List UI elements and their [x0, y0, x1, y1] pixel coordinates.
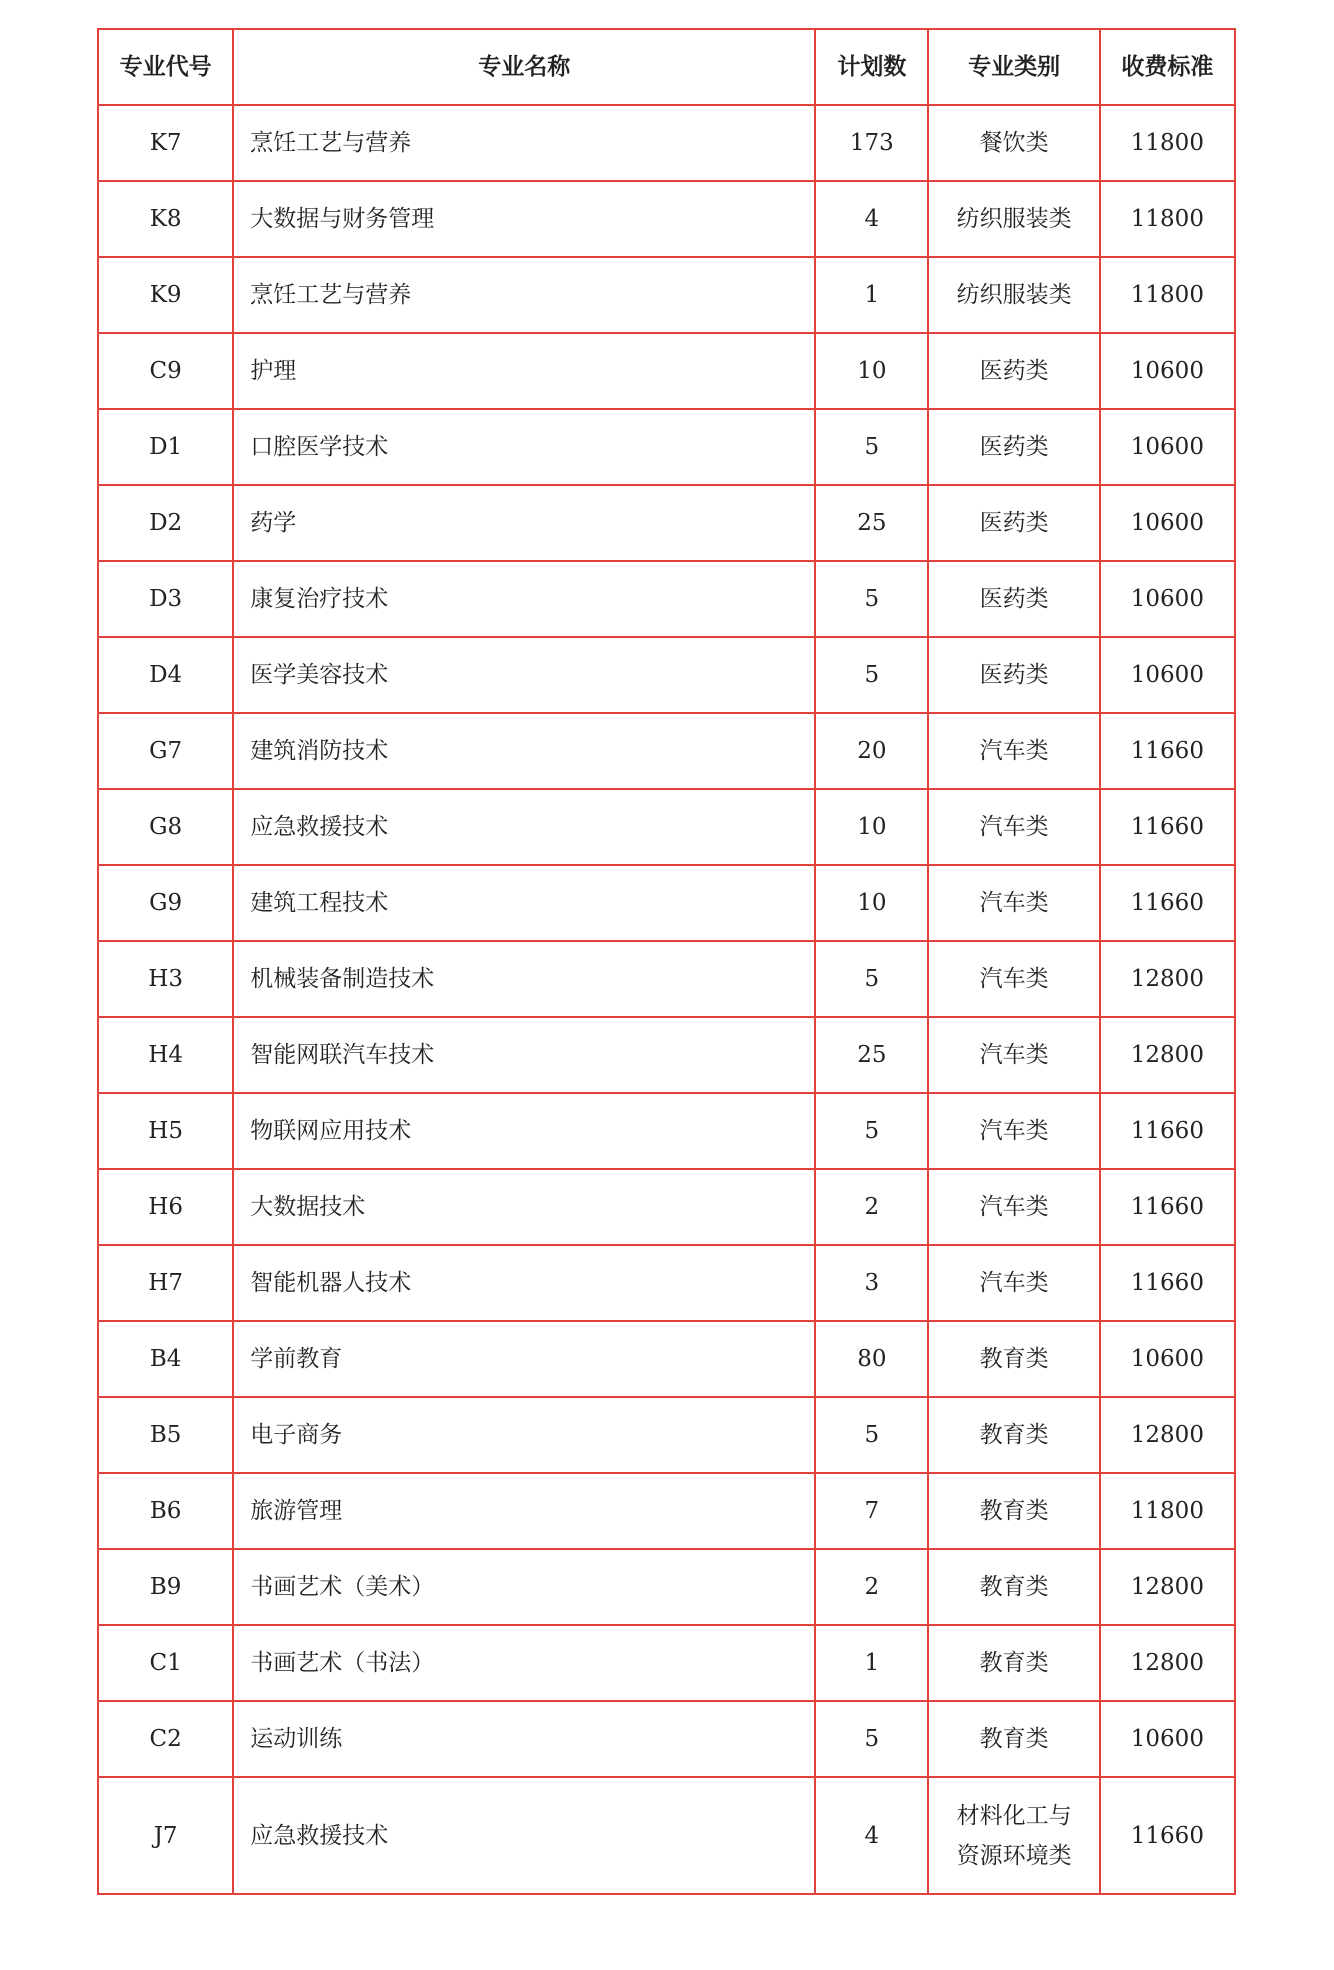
cell-major-name: 烹饪工艺与营养: [233, 105, 815, 181]
cell-plan-count: 4: [815, 1777, 928, 1894]
cell-fee: 10600: [1100, 637, 1235, 713]
cell-major-category: 纺织服装类: [928, 181, 1099, 257]
cell-fee: 11800: [1100, 257, 1235, 333]
cell-fee: 12800: [1100, 1397, 1235, 1473]
cell-major-name: 大数据技术: [233, 1169, 815, 1245]
cell-major-code: J7: [98, 1777, 233, 1894]
cell-major-code: D3: [98, 561, 233, 637]
cell-fee: 10600: [1100, 485, 1235, 561]
cell-major-name: 药学: [233, 485, 815, 561]
cell-major-name: 大数据与财务管理: [233, 181, 815, 257]
table-row: [98, 485, 1235, 561]
table-row: [98, 409, 1235, 485]
cell-fee: 10600: [1100, 1321, 1235, 1397]
cell-major-category: 汽车类: [928, 789, 1099, 865]
header-row: [98, 29, 1235, 105]
table-row: [98, 181, 1235, 257]
cell-major-code: D2: [98, 485, 233, 561]
cell-major-code: B4: [98, 1321, 233, 1397]
table-row: [98, 637, 1235, 713]
cell-major-name: 电子商务: [233, 1397, 815, 1473]
cell-major-code: D4: [98, 637, 233, 713]
cell-major-code: K7: [98, 105, 233, 181]
table-row: [98, 1777, 1235, 1894]
cell-major-name: 物联网应用技术: [233, 1093, 815, 1169]
cell-fee: 12800: [1100, 1625, 1235, 1701]
cell-fee: 11800: [1100, 181, 1235, 257]
category-line: 资源环境类: [956, 1842, 1072, 1869]
cell-major-code: C1: [98, 1625, 233, 1701]
table-row: [98, 1701, 1235, 1777]
table-row: [98, 561, 1235, 637]
cell-plan-count: 7: [815, 1473, 928, 1549]
cell-major-code: H3: [98, 941, 233, 1017]
header-name: 专业名称: [233, 29, 815, 105]
cell-major-name: 智能网联汽车技术: [233, 1017, 815, 1093]
table-header: [98, 29, 1235, 105]
cell-major-name: 智能机器人技术: [233, 1245, 815, 1321]
cell-plan-count: 25: [815, 1017, 928, 1093]
cell-major-code: G9: [98, 865, 233, 941]
cell-major-code: K8: [98, 181, 233, 257]
cell-plan-count: 4: [815, 181, 928, 257]
cell-major-category: 汽车类: [928, 1017, 1099, 1093]
table-row: [98, 789, 1235, 865]
cell-major-name: 烹饪工艺与营养: [233, 257, 815, 333]
table-row: [98, 333, 1235, 409]
category-line: 材料化工与: [956, 1802, 1072, 1829]
cell-fee: 10600: [1100, 1701, 1235, 1777]
cell-plan-count: 5: [815, 1093, 928, 1169]
table-row: [98, 865, 1235, 941]
cell-plan-count: 10: [815, 789, 928, 865]
cell-fee: 11660: [1100, 789, 1235, 865]
cell-fee: 11660: [1100, 1093, 1235, 1169]
table-row: [98, 1017, 1235, 1093]
table-row: [98, 1549, 1235, 1625]
cell-plan-count: 1: [815, 257, 928, 333]
cell-plan-count: 5: [815, 637, 928, 713]
cell-major-category: 汽车类: [928, 713, 1099, 789]
cell-plan-count: 5: [815, 409, 928, 485]
cell-plan-count: 3: [815, 1245, 928, 1321]
table-row: [98, 1397, 1235, 1473]
cell-major-category: 教育类: [928, 1397, 1099, 1473]
cell-major-code: H7: [98, 1245, 233, 1321]
header-code: 专业代号: [98, 29, 233, 105]
cell-major-code: H6: [98, 1169, 233, 1245]
cell-major-category: 医药类: [928, 637, 1099, 713]
cell-plan-count: 25: [815, 485, 928, 561]
cell-fee: 11660: [1100, 865, 1235, 941]
cell-major-category: 汽车类: [928, 1093, 1099, 1169]
cell-major-code: B6: [98, 1473, 233, 1549]
cell-major-category: 医药类: [928, 561, 1099, 637]
cell-major-category: 教育类: [928, 1625, 1099, 1701]
cell-major-name: 医学美容技术: [233, 637, 815, 713]
table-row: [98, 1093, 1235, 1169]
cell-plan-count: 80: [815, 1321, 928, 1397]
cell-major-code: H5: [98, 1093, 233, 1169]
cell-plan-count: 2: [815, 1549, 928, 1625]
cell-plan-count: 5: [815, 1397, 928, 1473]
cell-plan-count: 20: [815, 713, 928, 789]
cell-major-category: 教育类: [928, 1321, 1099, 1397]
cell-fee: 10600: [1100, 409, 1235, 485]
table-body: [98, 105, 1235, 1894]
cell-fee: 11800: [1100, 105, 1235, 181]
table-row: [98, 257, 1235, 333]
table-row: [98, 1625, 1235, 1701]
cell-major-code: H4: [98, 1017, 233, 1093]
cell-fee: 11660: [1100, 1245, 1235, 1321]
cell-major-name: 书画艺术（美术）: [233, 1549, 815, 1625]
cell-major-category: 餐饮类: [928, 105, 1099, 181]
cell-major-name: 机械装备制造技术: [233, 941, 815, 1017]
table-row: [98, 941, 1235, 1017]
cell-major-category: 教育类: [928, 1473, 1099, 1549]
cell-fee: 11660: [1100, 1777, 1235, 1894]
cell-major-category: 汽车类: [928, 1169, 1099, 1245]
cell-major-category: 汽车类: [928, 941, 1099, 1017]
cell-major-name: 应急救援技术: [233, 789, 815, 865]
cell-major-category: 教育类: [928, 1549, 1099, 1625]
cell-plan-count: 5: [815, 1701, 928, 1777]
cell-major-name: 护理: [233, 333, 815, 409]
cell-major-name: 学前教育: [233, 1321, 815, 1397]
cell-major-category: 医药类: [928, 333, 1099, 409]
major-plan-table: [97, 28, 1236, 1895]
cell-major-code: D1: [98, 409, 233, 485]
cell-plan-count: 5: [815, 561, 928, 637]
cell-major-name: 运动训练: [233, 1701, 815, 1777]
table-row: [98, 1245, 1235, 1321]
cell-major-code: K9: [98, 257, 233, 333]
cell-fee: 10600: [1100, 333, 1235, 409]
cell-major-category: 医药类: [928, 409, 1099, 485]
header-plan: 计划数: [815, 29, 928, 105]
cell-major-name: 旅游管理: [233, 1473, 815, 1549]
cell-major-code: G8: [98, 789, 233, 865]
cell-major-name: 建筑消防技术: [233, 713, 815, 789]
cell-fee: 10600: [1100, 561, 1235, 637]
cell-major-code: B5: [98, 1397, 233, 1473]
cell-major-code: C9: [98, 333, 233, 409]
cell-major-category: 汽车类: [928, 1245, 1099, 1321]
table-row: [98, 105, 1235, 181]
cell-fee: 11660: [1100, 1169, 1235, 1245]
cell-major-name: 康复治疗技术: [233, 561, 815, 637]
table-row: [98, 713, 1235, 789]
header-category: 专业类别: [928, 29, 1099, 105]
cell-major-category: 教育类: [928, 1701, 1099, 1777]
cell-plan-count: 1: [815, 1625, 928, 1701]
cell-plan-count: 10: [815, 333, 928, 409]
cell-fee: 11660: [1100, 713, 1235, 789]
table-row: [98, 1169, 1235, 1245]
cell-plan-count: 2: [815, 1169, 928, 1245]
header-fee: 收费标准: [1100, 29, 1235, 105]
cell-major-category: 纺织服装类: [928, 257, 1099, 333]
cell-major-code: B9: [98, 1549, 233, 1625]
cell-major-category: 医药类: [928, 485, 1099, 561]
cell-fee: 12800: [1100, 941, 1235, 1017]
cell-plan-count: 10: [815, 865, 928, 941]
table-row: [98, 1473, 1235, 1549]
cell-major-category: [928, 1777, 1099, 1894]
cell-plan-count: 5: [815, 941, 928, 1017]
cell-fee: 12800: [1100, 1549, 1235, 1625]
cell-fee: 11800: [1100, 1473, 1235, 1549]
table-row: [98, 1321, 1235, 1397]
cell-major-category: 汽车类: [928, 865, 1099, 941]
cell-major-name: 应急救援技术: [233, 1777, 815, 1894]
cell-fee: 12800: [1100, 1017, 1235, 1093]
cell-major-name: 书画艺术（书法）: [233, 1625, 815, 1701]
cell-major-code: C2: [98, 1701, 233, 1777]
cell-major-name: 口腔医学技术: [233, 409, 815, 485]
cell-plan-count: 173: [815, 105, 928, 181]
cell-major-code: G7: [98, 713, 233, 789]
cell-major-name: 建筑工程技术: [233, 865, 815, 941]
